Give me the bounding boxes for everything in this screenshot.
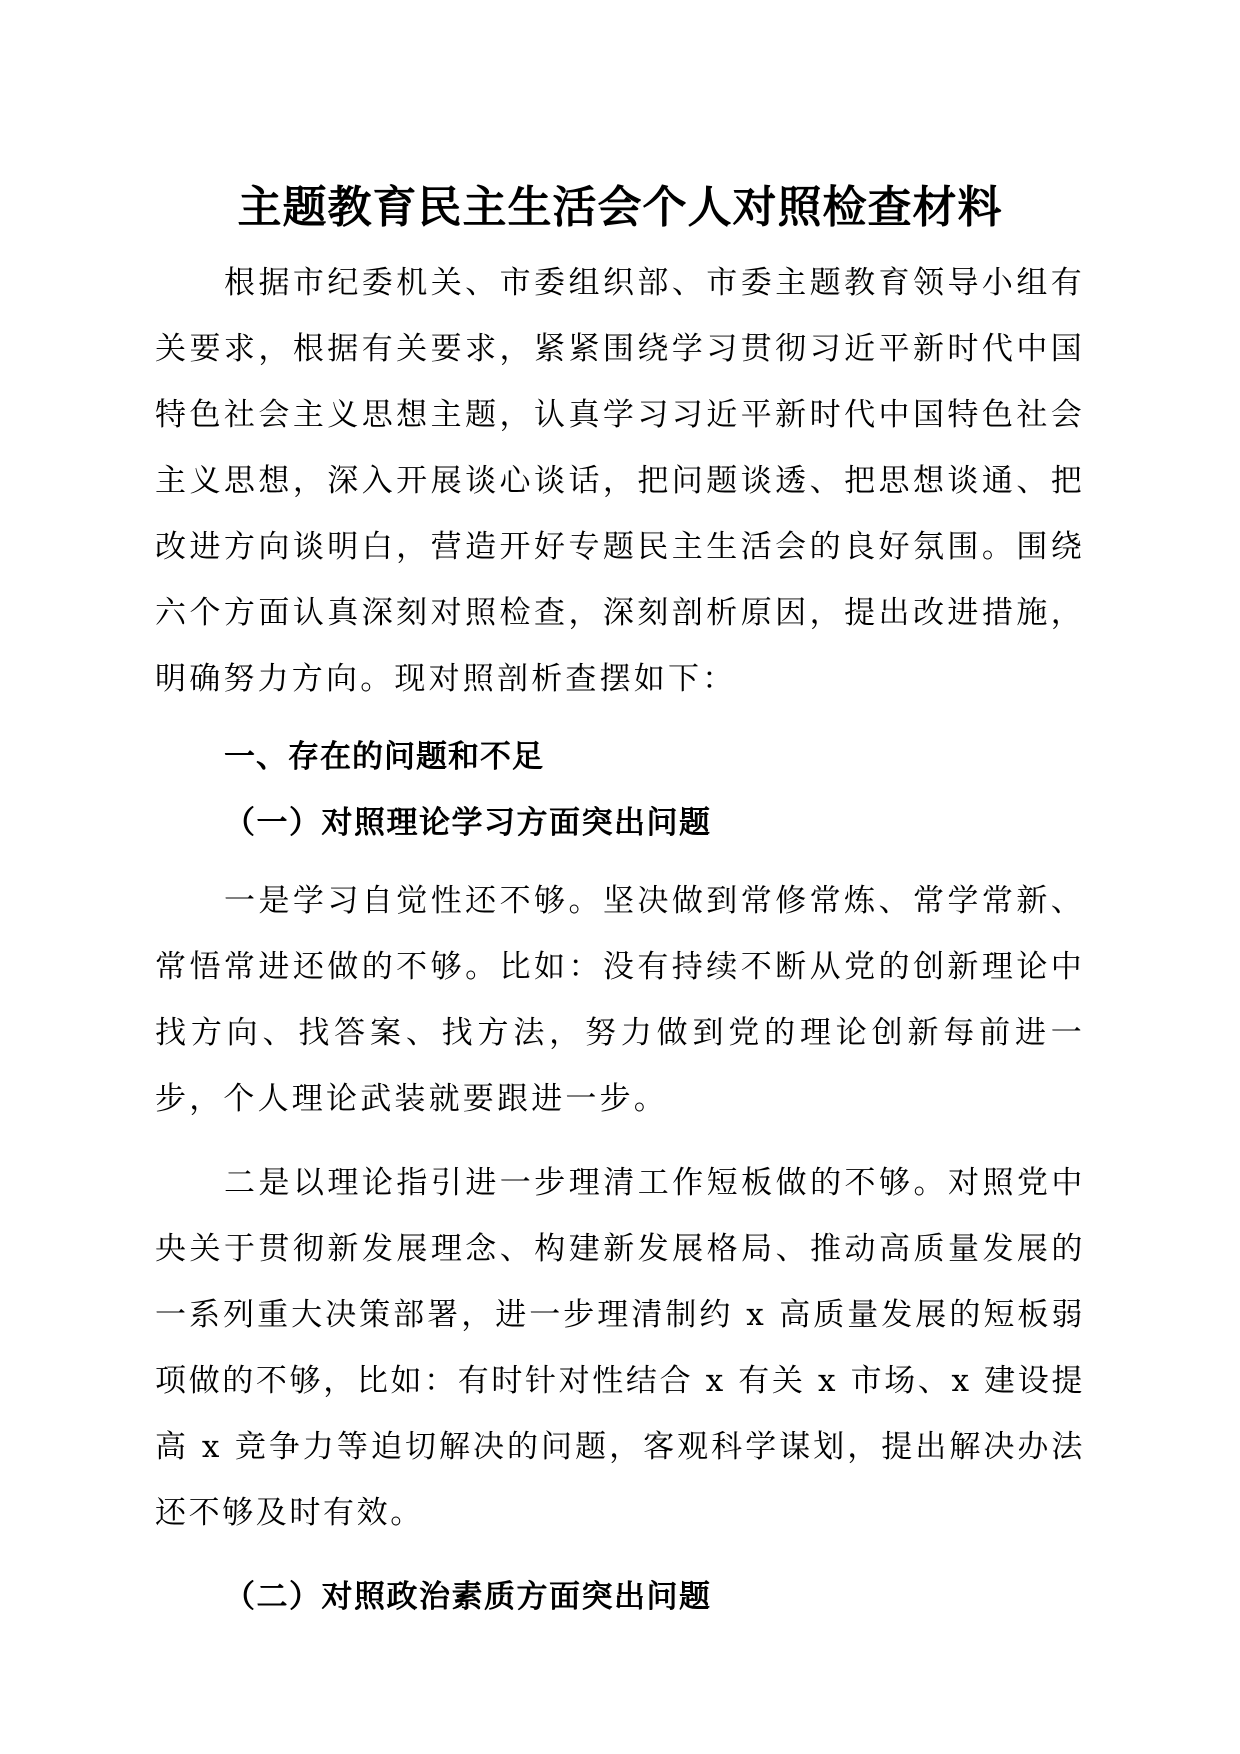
- section-heading-problems: 一、存在的问题和不足: [224, 739, 544, 775]
- point-paragraph-2: 二是以理论指引进一步理清工作短板做的不够。对照党中央关于贯彻新发展理念、构建新发展格局、推动高质量发展的一系列重大决策部署，进一步理清制约 x 高质量发展的短板弱项做的不够，比如：有时针对性结合 x 有关 x 市场、x 建设提高 x 竞争力等迫切解决的问题，客观科学谋划，提出解决办法还不够及时有效。: [155, 1165, 1085, 1531]
- subsection-heading-politics: （二）对照政治素质方面突出问题: [224, 1579, 712, 1615]
- subsection-heading-theory: （一）对照理论学习方面突出问题: [224, 805, 712, 841]
- document-title: 主题教育民主生活会个人对照检查材料: [237, 182, 1003, 233]
- document-body: [155, 250, 1085, 1630]
- point-paragraph-1: 一是学习自觉性还不够。坚决做到常修常炼、常学常新、常悟常进还做的不够。比如：没有持续不断从党的创新理论中找方向、找答案、找方法，努力做到党的理论创新每前进一步，个人理论武装就要跟进一步。: [155, 883, 1085, 1117]
- intro-paragraph: 根据市纪委机关、市委组织部、市委主题教育领导小组有关要求，根据有关要求，紧紧围绕学习贯彻习近平新时代中国特色社会主义思想主题，认真学习习近平新时代中国特色社会主义思想，深入开展谈心谈话，把问题谈透、把思想谈通、把改进方向谈明白，营造开好专题民主生活会的良好氛围。围绕六个方面认真深刻对照检查，深刻剖析原因，提出改进措施，明确努力方向。现对照剖析查摆如下：: [155, 265, 1085, 697]
